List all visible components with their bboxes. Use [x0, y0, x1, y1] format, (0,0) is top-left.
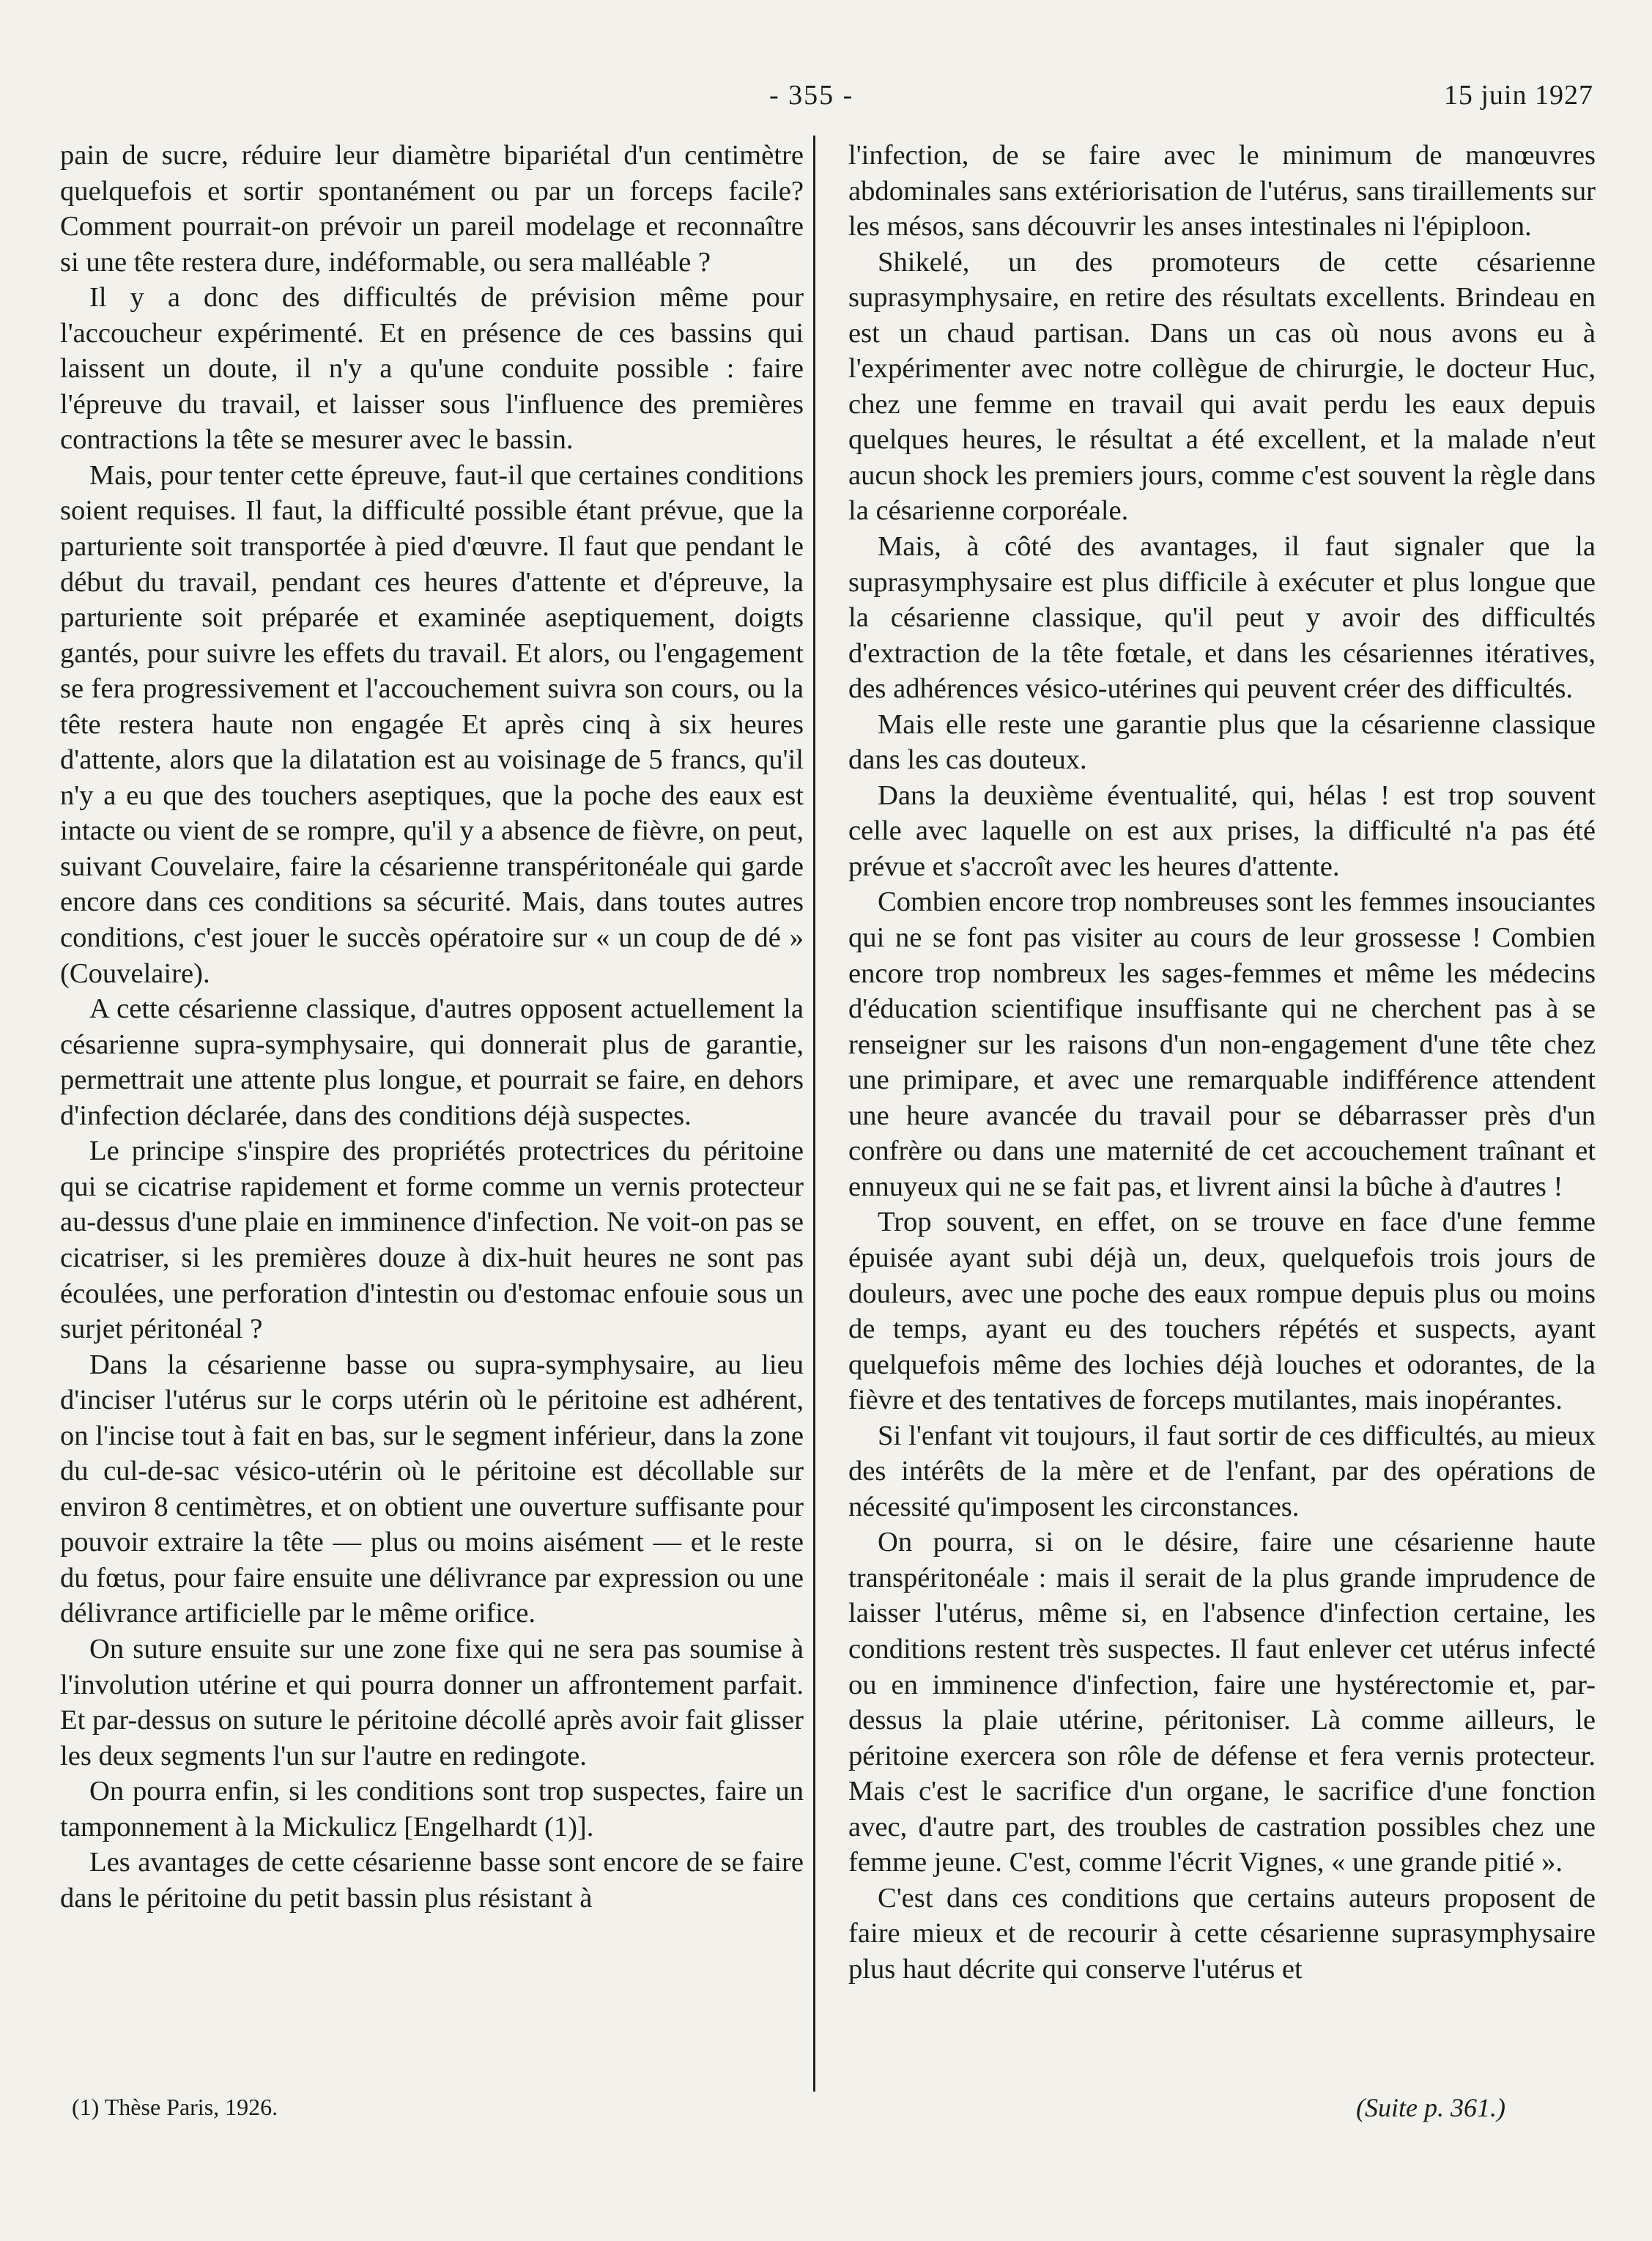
paragraph: A cette césarienne classique, d'autres opposent actuellement la césarienne supra-symphysaire, qui donnerait plus de garantie, permettrait une attente plus longue, et pourrait se faire, en dehors d'infection déclarée, dans des conditions déjà suspectes. [60, 993, 804, 1131]
paragraph: On suture ensuite sur une zone fixe qui ne sera pas soumise à l'involution utérine et qui pourra donner un affrontement parfait. Et par-dessus on suture le péritoine décollé après avoir fait glisser les deux segments l'un sur l'autre en redingote. [60, 1633, 804, 1771]
paragraph: Shikelé, un des promoteurs de cette césarienne suprasymphysaire, en retire des résultats excellents. Brindeau en est un chaud partisan. Dans un cas où nous avons eu à l'expérimenter avec notre collègue de chirurgie, le docteur Huc, chez une femme en travail qui avait perdu les eaux depuis quelques heures, le résultat a été excellent, et la malade n'eut aucun shock les premiers jours, comme c'est souvent la règle dans la césarienne corporéale. [848, 246, 1596, 527]
column-divider [813, 136, 815, 2092]
paragraph: On pourra, si on le désire, faire une césarienne haute transpéritonéale : mais il serait de la plus grande imprudence de laisser l'utérus, même si, en l'absence d'infection certaine, les conditions restent très suspectes. Il faut enlever cet utérus infecté ou en imminence d'infection, faire une hystérectomie et, par-dessus la plaie utérine, péritoniser. Là comme ailleurs, le péritoine exercera son rôle de défense et fera vernis protecteur. Mais c'est le sacrifice d'un organe, le sacrifice d'une fonction avec, d'autre part, des troubles de castration possibles chez une femme jeune. C'est, comme l'écrit Vignes, « une grande pitié ». [848, 1527, 1596, 1878]
paragraph: Le principe s'inspire des propriétés protectrices du péritoine qui se cicatrise rapidement et forme comme un vernis protecteur au-dessus d'une plaie en imminence d'infection. Ne voit-on pas se cicatriser, si les premières douze à dix-huit heures ne sont pas écoulées, une perforation d'intestin ou d'estomac enfouie sous un surjet péritonéal ? [60, 1136, 804, 1345]
right-column [848, 138, 1596, 1987]
paragraph: On pourra enfin, si les conditions sont trop suspectes, faire un tamponnement à la Mickulicz [Engelhardt (1)]. [60, 1776, 804, 1842]
paragraph: Il y a donc des difficultés de prévision même pour l'accoucheur expérimenté. Et en présence de ces bassins qui laissent un doute, il n'y a qu'une conduite possible : faire l'épreuve du travail, et laisser sous l'influence des premières contractions la tête se mesurer avec le bassin. [60, 282, 804, 456]
paragraph: Dans la deuxième éventualité, qui, hélas ! est trop souvent celle avec laquelle on est aux prises, la difficulté n'a pas été prévue et s'accroît avec les heures d'attente. [848, 779, 1596, 882]
paragraph: Si l'enfant vit toujours, il faut sortir de ces difficultés, au mieux des intérêts de la mère et de l'enfant, par des opérations de nécessité qu'imposent les circonstances. [848, 1420, 1596, 1522]
paragraph: Dans la césarienne basse ou supra-symphysaire, au lieu d'inciser l'utérus sur le corps utérin où le péritoine est adhérent, on l'incise tout à fait en bas, sur le segment inférieur, dans la zone du cul-de-sac vésico-utérin où le péritoine est décollable sur environ 8 centimètres, et on obtient une ouverture suffisante pour pouvoir extraire la tête — plus ou moins aisément — et le reste du fœtus, pour faire ensuite une délivrance par expression ou une délivrance artificielle par le même orifice. [60, 1349, 804, 1629]
paragraph: Mais, pour tenter cette épreuve, faut-il que certaines conditions soient requises. Il faut, la difficulté possible étant prévue, que la parturiente soit transportée à pied d'œuvre. Il faut que pendant le début du travail, pendant ces heures d'attente et d'épreuve, la parturiente soit préparée et examinée aseptiquement, doigts gantés, pour suivre les effets du travail. Et alors, ou l'engagement se fera progressivement et l'accouchement suivra son cours, ou la tête restera haute non engagée Et après cinq à six heures d'attente, alors que la dilatation est au voisinage de 5 francs, qu'il n'y a eu que des touchers aseptiques, que la poche des eaux est intacte ou vient de se rompre, qu'il y a absence de fièvre, on peut, suivant Couvelaire, faire la césarienne transpéritonéale qui garde encore dans ces conditions sa sécurité. Mais, dans toutes autres conditions, c'est jouer le succès opératoire sur « un coup de dé » (Couvelaire). [60, 459, 804, 989]
paragraph: Les avantages de cette césarienne basse sont encore de se faire dans le péritoine du petit bassin plus résistant à [60, 1847, 804, 1914]
paragraph: C'est dans ces conditions que certains auteurs proposent de faire mieux et de recourir à cette césarienne suprasymphysaire plus haut décrite qui conserve l'utérus et [848, 1882, 1596, 1985]
paragraph: Mais elle reste une garantie plus que la césarienne classique dans les cas douteux. [848, 708, 1596, 776]
page-number: - 355 - [769, 80, 854, 111]
paragraph: pain de sucre, réduire leur diamètre bipariétal d'un centimètre quelquefois et sortir spontanément ou par un forceps facile? Comment pourrait-on prévoir un pareil modelage et reconnaître si une tête restera dure, indéformable, ou sera malléable ? [60, 140, 804, 278]
footnote: (1) Thèse Paris, 1926. [72, 2094, 278, 2120]
paragraph: Combien encore trop nombreuses sont les femmes insouciantes qui ne se font pas visiter au cours de leur grossesse ! Combien encore trop nombreux les sages-femmes et même les médecins d'éducation scientifique insuffisante qui ne cherchent pas à se renseigner sur les raisons d'un non-engagement d'une tête chez une primipare, et avec une remarquable indifférence attendent une heure avancée du travail pour se débarrasser près d'un confrère ou dans une maternité de cet accouchement traînant et ennuyeux qui ne se fait pas, et livrent ainsi la bûche à d'autres ! [848, 886, 1596, 1202]
left-column [60, 138, 804, 1916]
paragraph: Mais, à côté des avantages, il faut signaler que la suprasymphysaire est plus difficile à exécuter et plus longue que la césarienne classique, qu'il peut y avoir des difficultés d'extraction de la tête fœtale, et dans les césariennes itératives, des adhérences vésico-utérines qui peuvent créer des difficultés. [848, 531, 1596, 705]
paragraph: l'infection, de se faire avec le minimum de manœuvres abdominales sans extériorisation de l'utérus, sans tiraillements sur les mésos, sans découvrir les anses intestinales ni l'épiploon. [848, 140, 1596, 242]
page-date: 15 juin 1927 [1443, 80, 1593, 111]
paragraph: Trop souvent, en effet, on se trouve en face d'une femme épuisée ayant subi déjà un, deux, quelquefois trois jours de douleurs, avec une poche des eaux rompue depuis plus ou moins de temps, ayant eu des touchers répétés et suspects, ayant quelquefois même des lochies déjà louches et odorantes, de la fièvre et des tentatives de forceps mutilantes, mais inopérantes. [848, 1207, 1596, 1416]
continuation-note: (Suite p. 361.) [1356, 2093, 1505, 2122]
